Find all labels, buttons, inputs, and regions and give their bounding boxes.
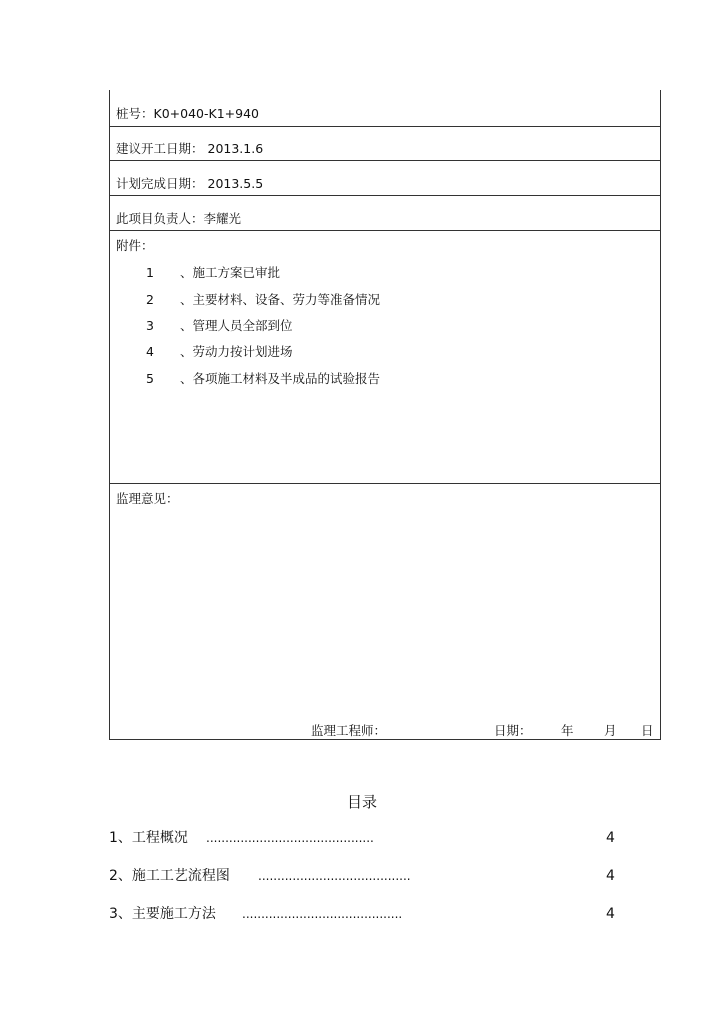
attachment-number: 4	[146, 344, 154, 359]
supervisor-opinion-label: 监理意见：	[116, 491, 179, 506]
project-manager-value: 李耀光	[203, 211, 242, 226]
toc-dot-leader: ..........................................	[242, 907, 403, 921]
table-row-divider	[109, 126, 661, 127]
start-date-value: 2013.1.6	[207, 141, 264, 156]
project-manager-label: 此项目负责人：	[116, 211, 204, 226]
attachment-number: 5	[146, 371, 154, 386]
toc-page-number: 4	[606, 906, 615, 922]
attachment-number: 2	[146, 292, 154, 307]
date-label: 日期：	[494, 723, 532, 738]
table-row-divider	[109, 160, 661, 161]
toc-page-number: 4	[606, 868, 615, 884]
supervising-engineer-label: 监理工程师：	[311, 723, 387, 738]
toc-dot-leader: ........................................	[258, 869, 411, 883]
table-row-divider	[109, 230, 661, 231]
start-date-label: 建议开工日期：	[116, 141, 204, 156]
toc-entry-label[interactable]: 3、主要施工方法	[109, 906, 216, 922]
table-row-divider	[109, 483, 661, 484]
project-manager-row	[116, 211, 241, 227]
toc-page-number: 4	[606, 830, 615, 846]
station-value: K0+040-K1+940	[153, 106, 259, 121]
toc-dot-leader: ............................................	[206, 831, 374, 845]
table-bottom-border	[109, 739, 661, 740]
attachments-label: 附件：	[116, 238, 154, 253]
attachment-item: 、主要材料、设备、劳力等准备情况	[180, 292, 381, 307]
finish-date-row	[116, 176, 263, 192]
attachment-number: 1	[146, 265, 154, 280]
attachment-number: 3	[146, 318, 154, 333]
day-label: 日	[641, 723, 654, 738]
table-row-divider	[109, 195, 661, 196]
toc-entry-label[interactable]: 2、施工工艺流程图	[109, 868, 230, 884]
attachment-item: 、各项施工材料及半成品的试验报告	[180, 371, 381, 386]
attachment-item: 、施工方案已审批	[180, 265, 281, 280]
finish-date-value: 2013.5.5	[207, 176, 264, 191]
toc-entry-label[interactable]: 1、工程概况	[109, 830, 188, 846]
start-date-row	[116, 141, 263, 157]
attachment-item: 、劳动力按计划进场	[180, 344, 293, 359]
finish-date-label: 计划完成日期：	[116, 176, 204, 191]
toc-title: 目录	[346, 793, 377, 811]
attachment-item: 、管理人员全部到位	[180, 318, 293, 333]
station-label: 桩号：	[116, 106, 154, 121]
station-row	[116, 106, 259, 122]
month-label: 月	[604, 723, 617, 738]
year-label: 年	[561, 723, 574, 738]
